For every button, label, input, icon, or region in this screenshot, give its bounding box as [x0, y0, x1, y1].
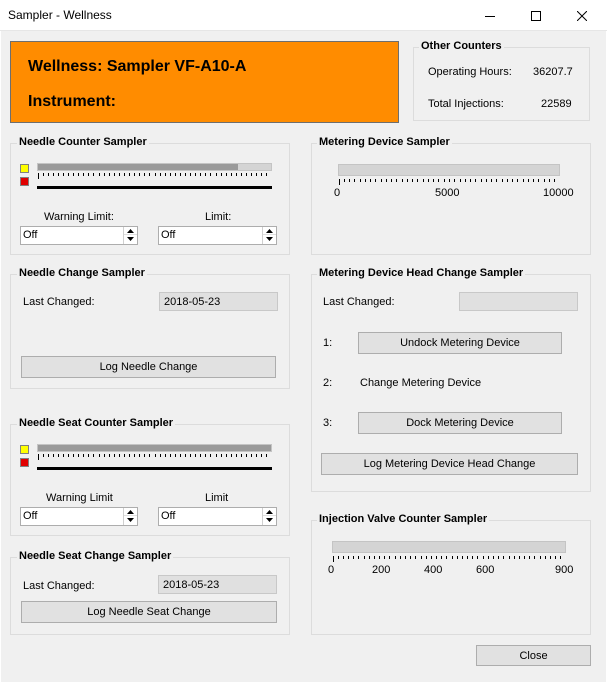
spinner-up-button[interactable] — [124, 227, 137, 235]
metering-scale-0: 0 — [334, 187, 341, 199]
metering-device-bar — [338, 164, 560, 176]
change-metering-device-label: Change Metering Device — [360, 377, 482, 389]
needle-counter-bar — [37, 163, 272, 171]
needle-seat-counter-bar — [37, 444, 272, 452]
injection-valve-title: Injection Valve Counter Sampler — [319, 513, 488, 525]
needle-seat-counter-bar-fill — [38, 445, 271, 451]
injection-scale-600: 600 — [476, 564, 495, 576]
arrow-up-icon — [127, 229, 134, 233]
needle-seat-counter-title: Needle Seat Counter Sampler — [19, 417, 174, 429]
arrow-up-icon — [266, 510, 273, 514]
metering-head-change-title: Metering Device Head Change Sampler — [319, 267, 524, 279]
metering-last-changed-value — [459, 292, 578, 311]
spinner-up-button[interactable] — [124, 508, 137, 516]
seat-warning-indicator — [20, 445, 29, 454]
banner-instrument: Instrument: — [28, 93, 116, 110]
other-counters-title: Other Counters — [421, 40, 502, 52]
seat-warning-limit-spinner[interactable] — [20, 507, 138, 526]
total-injections-label: Total Injections: — [428, 98, 504, 110]
log-needle-change-button[interactable]: Log Needle Change — [21, 356, 276, 378]
close-icon — [577, 11, 587, 21]
close-button[interactable]: Close — [476, 645, 591, 666]
needle-last-changed-label: Last Changed: — [23, 296, 95, 308]
spinner-value: Off — [161, 510, 176, 522]
seat-last-changed-value: 2018-05-23 — [158, 575, 277, 594]
spinner-value: Off — [161, 229, 176, 241]
needle-counter-baseline — [37, 186, 272, 189]
injection-valve-group — [311, 520, 591, 635]
needle-limit-label: Limit: — [205, 211, 232, 223]
title-bar — [0, 0, 607, 31]
spinner-down-button[interactable] — [124, 235, 137, 243]
spinner-down-button[interactable] — [263, 235, 276, 243]
limit-indicator — [20, 177, 29, 186]
needle-last-changed-value: 2018-05-23 — [159, 292, 278, 311]
spinner-up-button[interactable] — [263, 508, 276, 516]
needle-seat-change-title: Needle Seat Change Sampler — [19, 550, 172, 562]
needle-limit-spinner[interactable] — [158, 226, 277, 245]
needle-counter-ticks — [37, 173, 272, 179]
arrow-up-icon — [266, 229, 273, 233]
needle-seat-counter-baseline — [37, 467, 272, 470]
needle-warning-limit-spinner[interactable] — [20, 226, 138, 245]
seat-last-changed-label: Last Changed: — [23, 580, 95, 592]
operating-hours-value: 36207.7 — [533, 66, 573, 78]
banner-title: Wellness: Sampler VF-A10-A — [28, 58, 247, 75]
injection-valve-ticks — [332, 556, 566, 562]
maximize-button[interactable] — [513, 0, 559, 31]
seat-limit-indicator — [20, 458, 29, 467]
step-2-number: 2: — [323, 377, 333, 389]
metering-device-title: Metering Device Sampler — [319, 136, 450, 148]
needle-seat-counter-ticks — [37, 454, 272, 460]
metering-scale-5000: 5000 — [435, 187, 460, 199]
maximize-icon — [531, 11, 541, 21]
metering-device-group — [311, 143, 591, 255]
needle-seat-change-group — [10, 557, 290, 635]
log-metering-head-change-button[interactable]: Log Metering Device Head Change — [321, 453, 578, 475]
warning-indicator — [20, 164, 29, 173]
window-title: Sampler - Wellness — [8, 8, 112, 22]
needle-warning-limit-label: Warning Limit: — [44, 211, 114, 223]
arrow-down-icon — [127, 518, 134, 522]
arrow-down-icon — [266, 518, 273, 522]
injection-scale-0: 0 — [328, 564, 335, 576]
total-injections-value: 22589 — [541, 98, 572, 110]
needle-counter-bar-fill — [38, 164, 238, 170]
injection-valve-bar — [332, 541, 566, 553]
injection-scale-400: 400 — [424, 564, 443, 576]
wellness-banner — [10, 41, 399, 123]
minimize-button[interactable] — [467, 0, 513, 31]
dock-metering-device-button[interactable]: Dock Metering Device — [358, 412, 562, 434]
close-window-button[interactable] — [559, 0, 605, 31]
undock-metering-device-button[interactable]: Undock Metering Device — [358, 332, 562, 354]
arrow-down-icon — [266, 237, 273, 241]
needle-counter-title: Needle Counter Sampler — [19, 136, 147, 148]
metering-scale-10000: 10000 — [543, 187, 574, 199]
metering-last-changed-label: Last Changed: — [323, 296, 395, 308]
minimize-icon — [485, 11, 495, 21]
needle-change-title: Needle Change Sampler — [19, 267, 145, 279]
seat-warning-limit-label: Warning Limit — [46, 492, 113, 504]
log-needle-seat-change-button[interactable]: Log Needle Seat Change — [21, 601, 277, 623]
spinner-down-button[interactable] — [263, 516, 276, 524]
arrow-down-icon — [127, 237, 134, 241]
spinner-down-button[interactable] — [124, 516, 137, 524]
injection-scale-900: 900 — [555, 564, 574, 576]
seat-limit-spinner[interactable] — [158, 507, 277, 526]
spinner-value: Off — [23, 229, 38, 241]
metering-device-ticks — [338, 179, 560, 185]
seat-limit-label: Limit — [205, 492, 229, 504]
arrow-up-icon — [127, 510, 134, 514]
step-1-number: 1: — [323, 337, 333, 349]
spinner-up-button[interactable] — [263, 227, 276, 235]
operating-hours-label: Operating Hours: — [428, 66, 512, 78]
injection-scale-200: 200 — [372, 564, 391, 576]
spinner-value: Off — [23, 510, 38, 522]
step-3-number: 3: — [323, 417, 333, 429]
